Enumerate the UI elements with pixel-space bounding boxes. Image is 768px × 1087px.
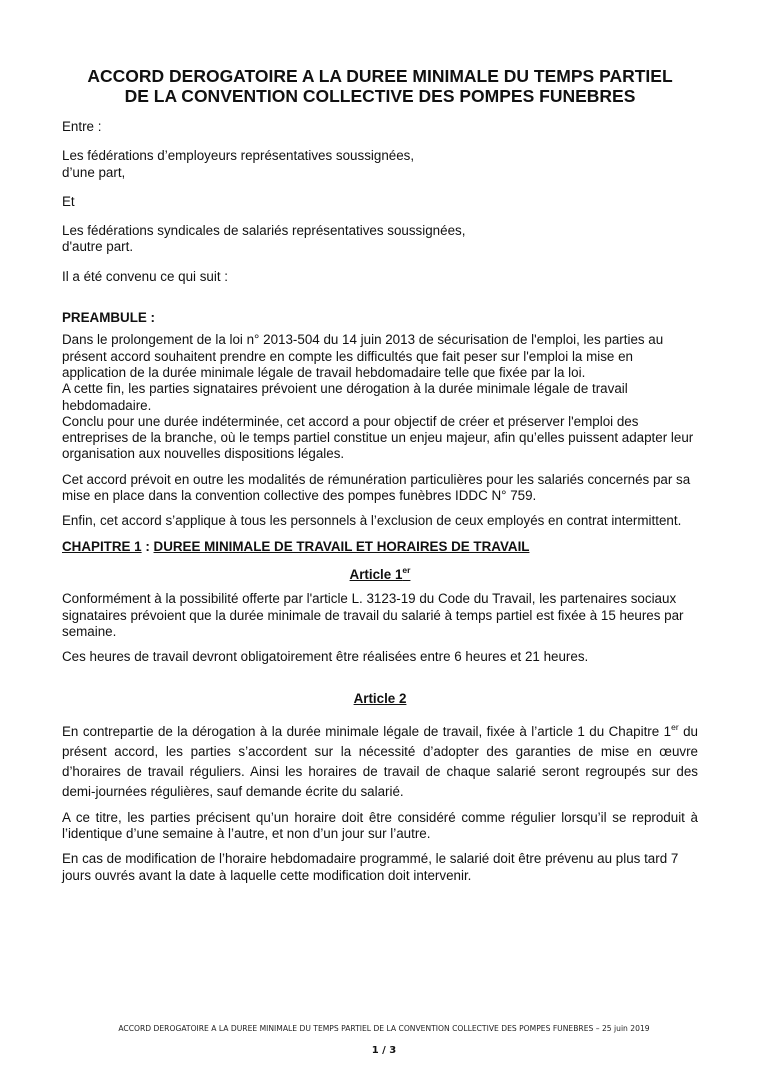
title-line-2: DE LA CONVENTION COLLECTIVE DES POMPES FUNEBRES bbox=[124, 86, 636, 106]
article-2-p1-sup: er bbox=[671, 721, 679, 732]
page-number: 1 / 3 bbox=[371, 1045, 397, 1056]
article-2-heading: Article 2 bbox=[353, 691, 407, 707]
article-2-p1-after: du présent accord, les parties s’accordent sur la nécessité d’adopter des garanties de mise en œuvre d’horaires de travail réguliers. Ainsi les horaires de travail de chaque salarié seront regroupés sur des demi-journées régulières, sauf demande écrite du salarié. bbox=[62, 723, 698, 799]
article-2-p1 bbox=[62, 722, 698, 802]
document-title bbox=[62, 66, 698, 106]
article-1-label: Article 1 bbox=[349, 566, 403, 582]
chapitre-1-separator: : bbox=[141, 538, 154, 554]
chapitre-1-heading bbox=[62, 539, 698, 555]
preambule-p4: Cet accord prévoit en outre les modalités de rémunération particulières pour les salariés concernés par sa mise en place dans la convention collective des pompes funèbres IDDC N° 759. bbox=[62, 471, 691, 504]
article-1-heading bbox=[62, 564, 698, 583]
intro-convenu: Il a été convenu ce qui suit : bbox=[62, 268, 228, 284]
preambule-p1: Dans le prolongement de la loi n° 2013-504 du 14 juin 2013 de sécurisation de l'emploi, les parties au présent accord souhaitent prendre en compte les difficultés que fait peser sur l'emploi la mise en application de la durée minimale légale de travail hebdomadaire telle que fixée par la loi. bbox=[62, 332, 664, 380]
intro-entre: Entre : bbox=[62, 119, 102, 134]
article-2-p3: En cas de modification de l’horaire hebdomadaire programmé, le salarié doit être prévenu au plus tard 7 jours ouvrés avant la date à laquelle cette modification doit intervenir. bbox=[62, 851, 679, 883]
intro-employeurs bbox=[62, 148, 698, 181]
intro-syndicales-line-1: Les fédérations syndicales de salariés représentatives soussignées, bbox=[62, 223, 466, 239]
article-1-p2: Ces heures de travail devront obligatoirement être réalisées entre 6 heures et 21 heures. bbox=[62, 649, 589, 665]
preambule-p2: A cette fin, les parties signataires prévoient une dérogation à la durée minimale légale de travail hebdomadaire. bbox=[62, 381, 628, 413]
preambule-p3: Conclu pour une durée indéterminée, cet accord a pour objectif de créer et préserver l'emploi des entreprises de la branche, où le temps partiel constitue un enjeu majeur, afin qu’elles puissent adapter leur organisation aux nouvelles dispositions légales. bbox=[62, 413, 694, 462]
preambule-block bbox=[62, 332, 698, 462]
title-line-1: ACCORD DEROGATOIRE A LA DUREE MINIMALE DU TEMPS PARTIEL bbox=[87, 66, 673, 86]
intro-et: Et bbox=[62, 193, 75, 209]
document-page bbox=[62, 66, 698, 893]
preambule-p5: Enfin, cet accord s’applique à tous les personnels à l’exclusion de ceux employés en contrat intermittent. bbox=[62, 513, 682, 529]
article-1-p1: Conformément à la possibilité offerte par l'article L. 3123-19 du Code du Travail, les partenaires sociaux signataires prévoient que la durée minimale de travail du salarié à temps partiel est fixée à 15 heures par semaine. bbox=[62, 591, 684, 639]
chapitre-1-label: CHAPITRE 1 bbox=[62, 538, 142, 554]
page-footer: ACCORD DEROGATOIRE A LA DUREE MINIMALE DU TEMPS PARTIEL DE LA CONVENTION COLLECTIVE DES POMPES FUNEBRES – 25 juin 2019 bbox=[118, 1024, 650, 1033]
intro-employeurs-line-2: d’une part, bbox=[62, 164, 126, 180]
intro-syndicales bbox=[62, 223, 698, 256]
article-2-p1-before: En contrepartie de la dérogation à la durée minimale légale de travail, fixée à l’article 1 du Chapitre 1 bbox=[62, 723, 672, 739]
article-1-sup: er bbox=[402, 564, 411, 575]
intro-syndicales-line-2: d'autre part. bbox=[62, 239, 134, 255]
article-2-p2: A ce titre, les parties précisent qu’un horaire doit être considéré comme régulier lorsqu’il se reproduit à l’identique d’une semaine à l’autre, et non d’un jour sur l’autre. bbox=[62, 809, 698, 842]
preambule-heading: PREAMBULE : bbox=[62, 310, 155, 326]
chapitre-1-title: DUREE MINIMALE DE TRAVAIL ET HORAIRES DE TRAVAIL bbox=[153, 538, 530, 554]
intro-employeurs-line-1: Les fédérations d’employeurs représentatives soussignées, bbox=[62, 148, 415, 164]
